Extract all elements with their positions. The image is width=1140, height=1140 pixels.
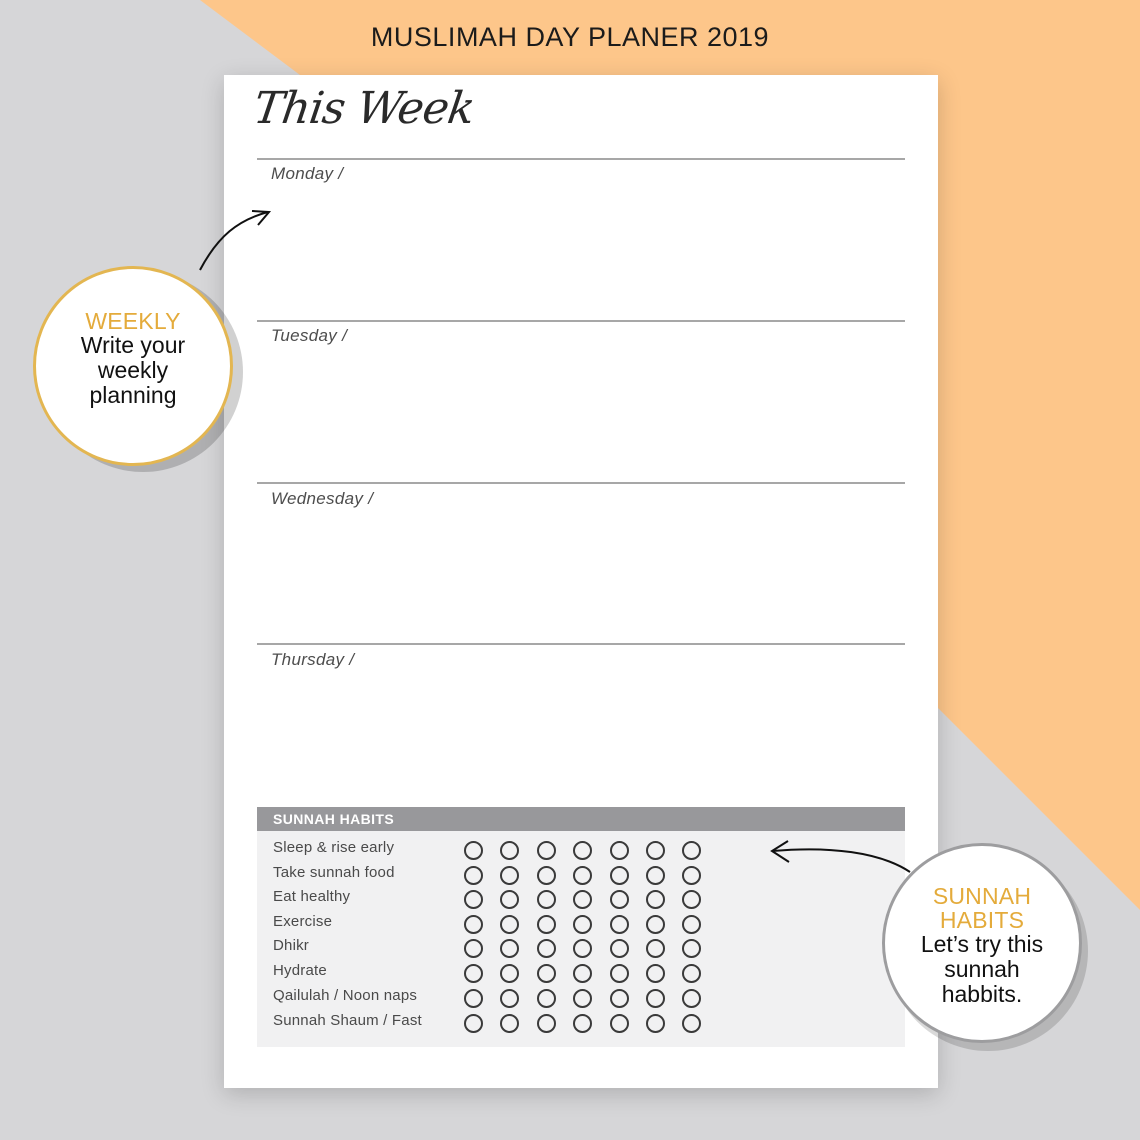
habit-checkbox[interactable] [610, 989, 629, 1008]
habit-checkbox[interactable] [682, 866, 701, 885]
habit-checkbox[interactable] [464, 890, 483, 909]
habit-row [257, 913, 905, 937]
habit-checkbox[interactable] [464, 964, 483, 983]
habit-checkbox[interactable] [500, 841, 519, 860]
habit-checkboxes [464, 939, 719, 958]
habit-checkbox[interactable] [537, 890, 556, 909]
habit-checkbox[interactable] [464, 915, 483, 934]
callout-sunnah-habits [882, 843, 1082, 1043]
habit-name: Eat healthy [273, 888, 351, 905]
habit-checkboxes [464, 866, 719, 885]
divider-thursday [257, 643, 905, 645]
habit-checkbox[interactable] [646, 939, 665, 958]
habit-checkboxes [464, 1014, 719, 1033]
habit-checkbox[interactable] [610, 1014, 629, 1033]
callout-weekly-title: WEEKLY [85, 308, 181, 334]
habit-name: Exercise [273, 913, 333, 930]
habit-checkboxes [464, 841, 719, 860]
planner-page [224, 75, 938, 1088]
callout-sunnah-line-1: Let’s try this [920, 931, 1044, 957]
habit-name: Sleep & rise early [273, 839, 395, 856]
callout-weekly-line-3: planning [89, 382, 177, 408]
callout-sunnah-title-2: HABITS [939, 907, 1025, 933]
habit-checkbox[interactable] [682, 915, 701, 934]
habit-checkbox[interactable] [537, 866, 556, 885]
habit-checkboxes [464, 989, 719, 1008]
habit-checkboxes [464, 915, 719, 934]
habit-checkbox[interactable] [573, 989, 592, 1008]
habit-checkbox[interactable] [500, 1014, 519, 1033]
habit-checkboxes [464, 890, 719, 909]
callout-weekly-line-2: weekly [97, 357, 169, 383]
habit-checkbox[interactable] [682, 841, 701, 860]
habit-checkbox[interactable] [573, 841, 592, 860]
callout-weekly [33, 266, 233, 466]
habit-checkbox[interactable] [646, 866, 665, 885]
habit-checkboxes [464, 964, 719, 983]
habit-name: Hydrate [273, 962, 327, 979]
habit-checkbox[interactable] [682, 989, 701, 1008]
habit-row [257, 1012, 905, 1036]
habit-checkbox[interactable] [573, 890, 592, 909]
habit-checkbox[interactable] [610, 841, 629, 860]
site-title: MUSLIMAH DAY PLANER 2019 [370, 22, 770, 52]
habit-checkbox[interactable] [610, 964, 629, 983]
divider-wednesday [257, 482, 905, 484]
habit-checkbox[interactable] [610, 915, 629, 934]
habit-row [257, 962, 905, 986]
habit-checkbox[interactable] [682, 939, 701, 958]
habit-name: Take sunnah food [273, 864, 395, 881]
habit-checkbox[interactable] [464, 989, 483, 1008]
habit-name: Dhikr [273, 937, 310, 954]
habit-checkbox[interactable] [646, 841, 665, 860]
day-label-wednesday: Wednesday / [271, 489, 374, 508]
habit-checkbox[interactable] [537, 841, 556, 860]
day-label-tuesday: Tuesday / [271, 326, 348, 345]
sunnah-habits-panel [257, 807, 905, 1047]
page-heading: This Week [250, 83, 478, 134]
habit-checkbox[interactable] [682, 890, 701, 909]
habit-checkbox[interactable] [464, 866, 483, 885]
habit-checkbox[interactable] [573, 964, 592, 983]
day-label-monday: Monday / [271, 164, 344, 183]
habit-checkbox[interactable] [464, 1014, 483, 1033]
habit-checkbox[interactable] [537, 915, 556, 934]
habit-checkbox[interactable] [464, 939, 483, 958]
sunnah-habits-header: SUNNAH HABITS [257, 807, 905, 831]
day-label-thursday: Thursday / [271, 650, 355, 669]
habit-checkbox[interactable] [573, 1014, 592, 1033]
habit-checkbox[interactable] [682, 1014, 701, 1033]
habit-checkbox[interactable] [682, 964, 701, 983]
habit-row [257, 987, 905, 1011]
habit-checkbox[interactable] [500, 939, 519, 958]
habit-checkbox[interactable] [610, 866, 629, 885]
habit-checkbox[interactable] [610, 939, 629, 958]
habit-checkbox[interactable] [537, 964, 556, 983]
habit-checkbox[interactable] [646, 964, 665, 983]
habit-checkbox[interactable] [573, 939, 592, 958]
habit-checkbox[interactable] [500, 989, 519, 1008]
habit-checkbox[interactable] [610, 890, 629, 909]
habit-checkbox[interactable] [500, 866, 519, 885]
callout-sunnah-line-2: sunnah [944, 956, 1020, 982]
habit-checkbox[interactable] [500, 964, 519, 983]
habit-row [257, 888, 905, 912]
habit-checkbox[interactable] [537, 939, 556, 958]
habit-checkbox[interactable] [646, 915, 665, 934]
habit-checkbox[interactable] [646, 890, 665, 909]
callout-sunnah-title-1: SUNNAH [932, 883, 1032, 909]
habit-checkbox[interactable] [537, 989, 556, 1008]
habit-row [257, 839, 905, 863]
habit-checkbox[interactable] [464, 841, 483, 860]
divider-monday [257, 158, 905, 160]
habit-name: Sunnah Shaum / Fast [273, 1012, 422, 1029]
callout-sunnah-line-3: habbits. [941, 981, 1023, 1007]
habit-checkbox[interactable] [537, 1014, 556, 1033]
habit-checkbox[interactable] [573, 866, 592, 885]
habit-checkbox[interactable] [573, 915, 592, 934]
divider-tuesday [257, 320, 905, 322]
habit-checkbox[interactable] [500, 915, 519, 934]
habit-row [257, 937, 905, 961]
habit-checkbox[interactable] [646, 989, 665, 1008]
habit-row [257, 864, 905, 888]
habit-checkbox[interactable] [646, 1014, 665, 1033]
callout-weekly-line-1: Write your [80, 332, 186, 358]
habit-name: Qailulah / Noon naps [273, 987, 418, 1004]
habit-checkbox[interactable] [500, 890, 519, 909]
